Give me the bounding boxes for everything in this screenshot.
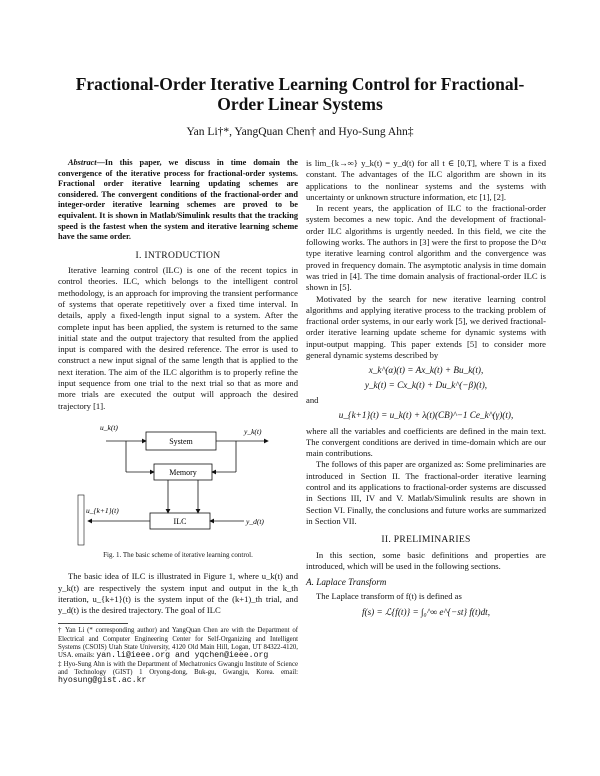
abstract-label: Abstract—	[68, 158, 105, 167]
section-heading-preliminaries: II. PRELIMINARIES	[381, 534, 471, 546]
footnote-1-text: † Yan Li (* corresponding author) and YangQuan Chen are with the Department of Electrical and Computer Engineering Center for Self-Organizing and Intelligent Systems (CSOIS) Utah State University, 4120 Old Main Hill, Logan, UT 84322-4120, USA. emails:	[58, 627, 298, 660]
uk1-label: u_{k+1}(t)	[86, 505, 119, 515]
footnote-1	[58, 627, 298, 660]
left-column	[58, 158, 298, 685]
right-paragraph-2: In recent years, the application of ILC to the fractional-order system becomes a new topic. And the development of fractional-order ILC algorithms is urgently needed. In this field, we cite the following works. The authors in [3] were the first to propose the D^α type iterative learning control algorithm and the convergence was proved in frequency domain. The asymptotic analysis in time domain was tried in [4]. The time domain analysis of fractional-order ILC is shown in [5].	[306, 203, 546, 293]
right-paragraph-5: The follows of this paper are organized as: Some preliminaries are introduced in Section II. The fractional-order iterative learning control and its applications to fractional-order systems are discussed in Sections III, IV and V. Matlab/Simulink results are shown in Section VI. Finally, the conclusions and future works are summarized in Section VII.	[306, 459, 546, 526]
next-input-bracket	[78, 495, 84, 545]
footnote-2-email: hyosung@gist.ac.kr	[58, 676, 147, 686]
subsection-laplace: A. Laplace Transform	[306, 577, 387, 588]
uk-label: u_k(t)	[100, 422, 118, 432]
basic-idea-paragraph: The basic idea of ILC is illustrated in Figure 1, where u_k(t) and y_k(t) are respectively the system input and output in the k_th iteration, u_{k+1}(t) is the system input of the (k+1)_th trial, and y_d(t) is the desired trajectory. The goal of ILC	[58, 571, 298, 616]
paper-authors: Yan Li†*, YangQuan Chen† and Hyo-Sung Ahn‡	[186, 126, 414, 138]
yk-label: y_k(t)	[244, 426, 262, 436]
update-equation: u_{k+1}(t) = u_k(t) + λ(t)(CB)^−1 Ce_k^(γ)(t),	[338, 410, 514, 421]
footnote-rule	[58, 623, 128, 624]
footnote-2-text: ‡ Hyo-Sung Ahn is with the Department of Mechatronics Gwangju Institute of Science and Technology (GIST) 1 Oryong-dong, Buk-gu, Gwangju, Korea. email:	[58, 660, 298, 676]
paper-title: Fractional-Order Iterative Learning Control for Fractional-Order Linear Systems	[75, 74, 525, 114]
laplace-equation: f(s) = ℒ{f(t)} = ∫₀^∞ e^{−st} f(t)dt,	[361, 606, 491, 617]
memory-label: Memory	[169, 467, 197, 477]
equation-output: y_k(t) = Cx_k(t) + Du_k^(−β)(t),	[364, 379, 488, 390]
footnote-1-email: yan.li@ieee.org and yqchen@ieee.org	[96, 651, 269, 661]
ilc-label: ILC	[173, 516, 187, 526]
right-paragraph-7: The Laplace transform of f(t) is defined as	[316, 591, 462, 602]
and-text: and	[306, 394, 319, 405]
abstract	[58, 158, 298, 243]
footnote-2	[58, 661, 298, 686]
section-heading-introduction: I. INTRODUCTION	[135, 249, 221, 261]
right-column	[306, 158, 546, 622]
system-equations	[306, 365, 546, 391]
ilc-block-diagram	[58, 420, 298, 548]
abstract-text: In this paper, we discuss in time domain the convergence of the iterative process for fractional-order systems. Fractional order iterative learning updating schemes are considered. The convergent conditions of the fractional-order and integer-order iterative learning schemes are proved to be equivalent. It is shown in Matlab/Simulink results that the tracking speed is the fastest when the system and iterative learning scheme have the same order.	[58, 158, 298, 242]
figure-1	[58, 420, 298, 548]
right-paragraph-6: In this section, some basic definitions and properties are introduced, which will be used in the following sections.	[306, 549, 546, 571]
yd-label: y_d(t)	[246, 516, 264, 526]
right-paragraph-4: where all the variables and coefficients are defined in the main text. The convergent conditions are derived in time-domain which are our main contributions.	[306, 425, 546, 459]
right-paragraph-1: is lim_{k→∞} y_k(t) = y_d(t) for all t ∈ [0,T], where T is a fixed constant. The advantages of the ILC algorithm are shown in its applications to the nonlinear systems and the systems with uncertainty or unknown structure information, etc [1], [2].	[306, 158, 546, 202]
right-paragraph-3: Motivated by the search for new iterative learning control algorithms and applying iterative process to the tracking problem of fractional order systems, in our early work [5], we derived fractional-order iterative learning update scheme for dynamic systems with input-output mapping. This paper extends [5] to consider more general dynamic systems described by	[306, 293, 546, 361]
equation-state: x_k^(α)(t) = Ax_k(t) + Bu_k(t),	[368, 365, 484, 376]
figure-1-caption: Fig. 1. The basic scheme of iterative learning control.	[103, 550, 253, 559]
intro-paragraph-1: Iterative learning control (ILC) is one of the recent topics in control theories. ILC, which belongs to the intelligent control methodology, is an approach for improving the transient performance of systems that operate repetitively over a fixed time interval. In details, apply a fixed-length input signal to a system. After the complete input has been applied, the system is returned to the same initial state and the output trajectory that resulted from the applied input is compared with the desired reference. The error is used to construct a new input signal of the same length that is applied to the next iteration. The aim of the ILC algorithm is to properly refine the input sequence from one trial to the next trial so that as more and more trials are executed the output will approach the desired trajectory [1].	[58, 265, 298, 411]
system-label: System	[169, 436, 193, 446]
